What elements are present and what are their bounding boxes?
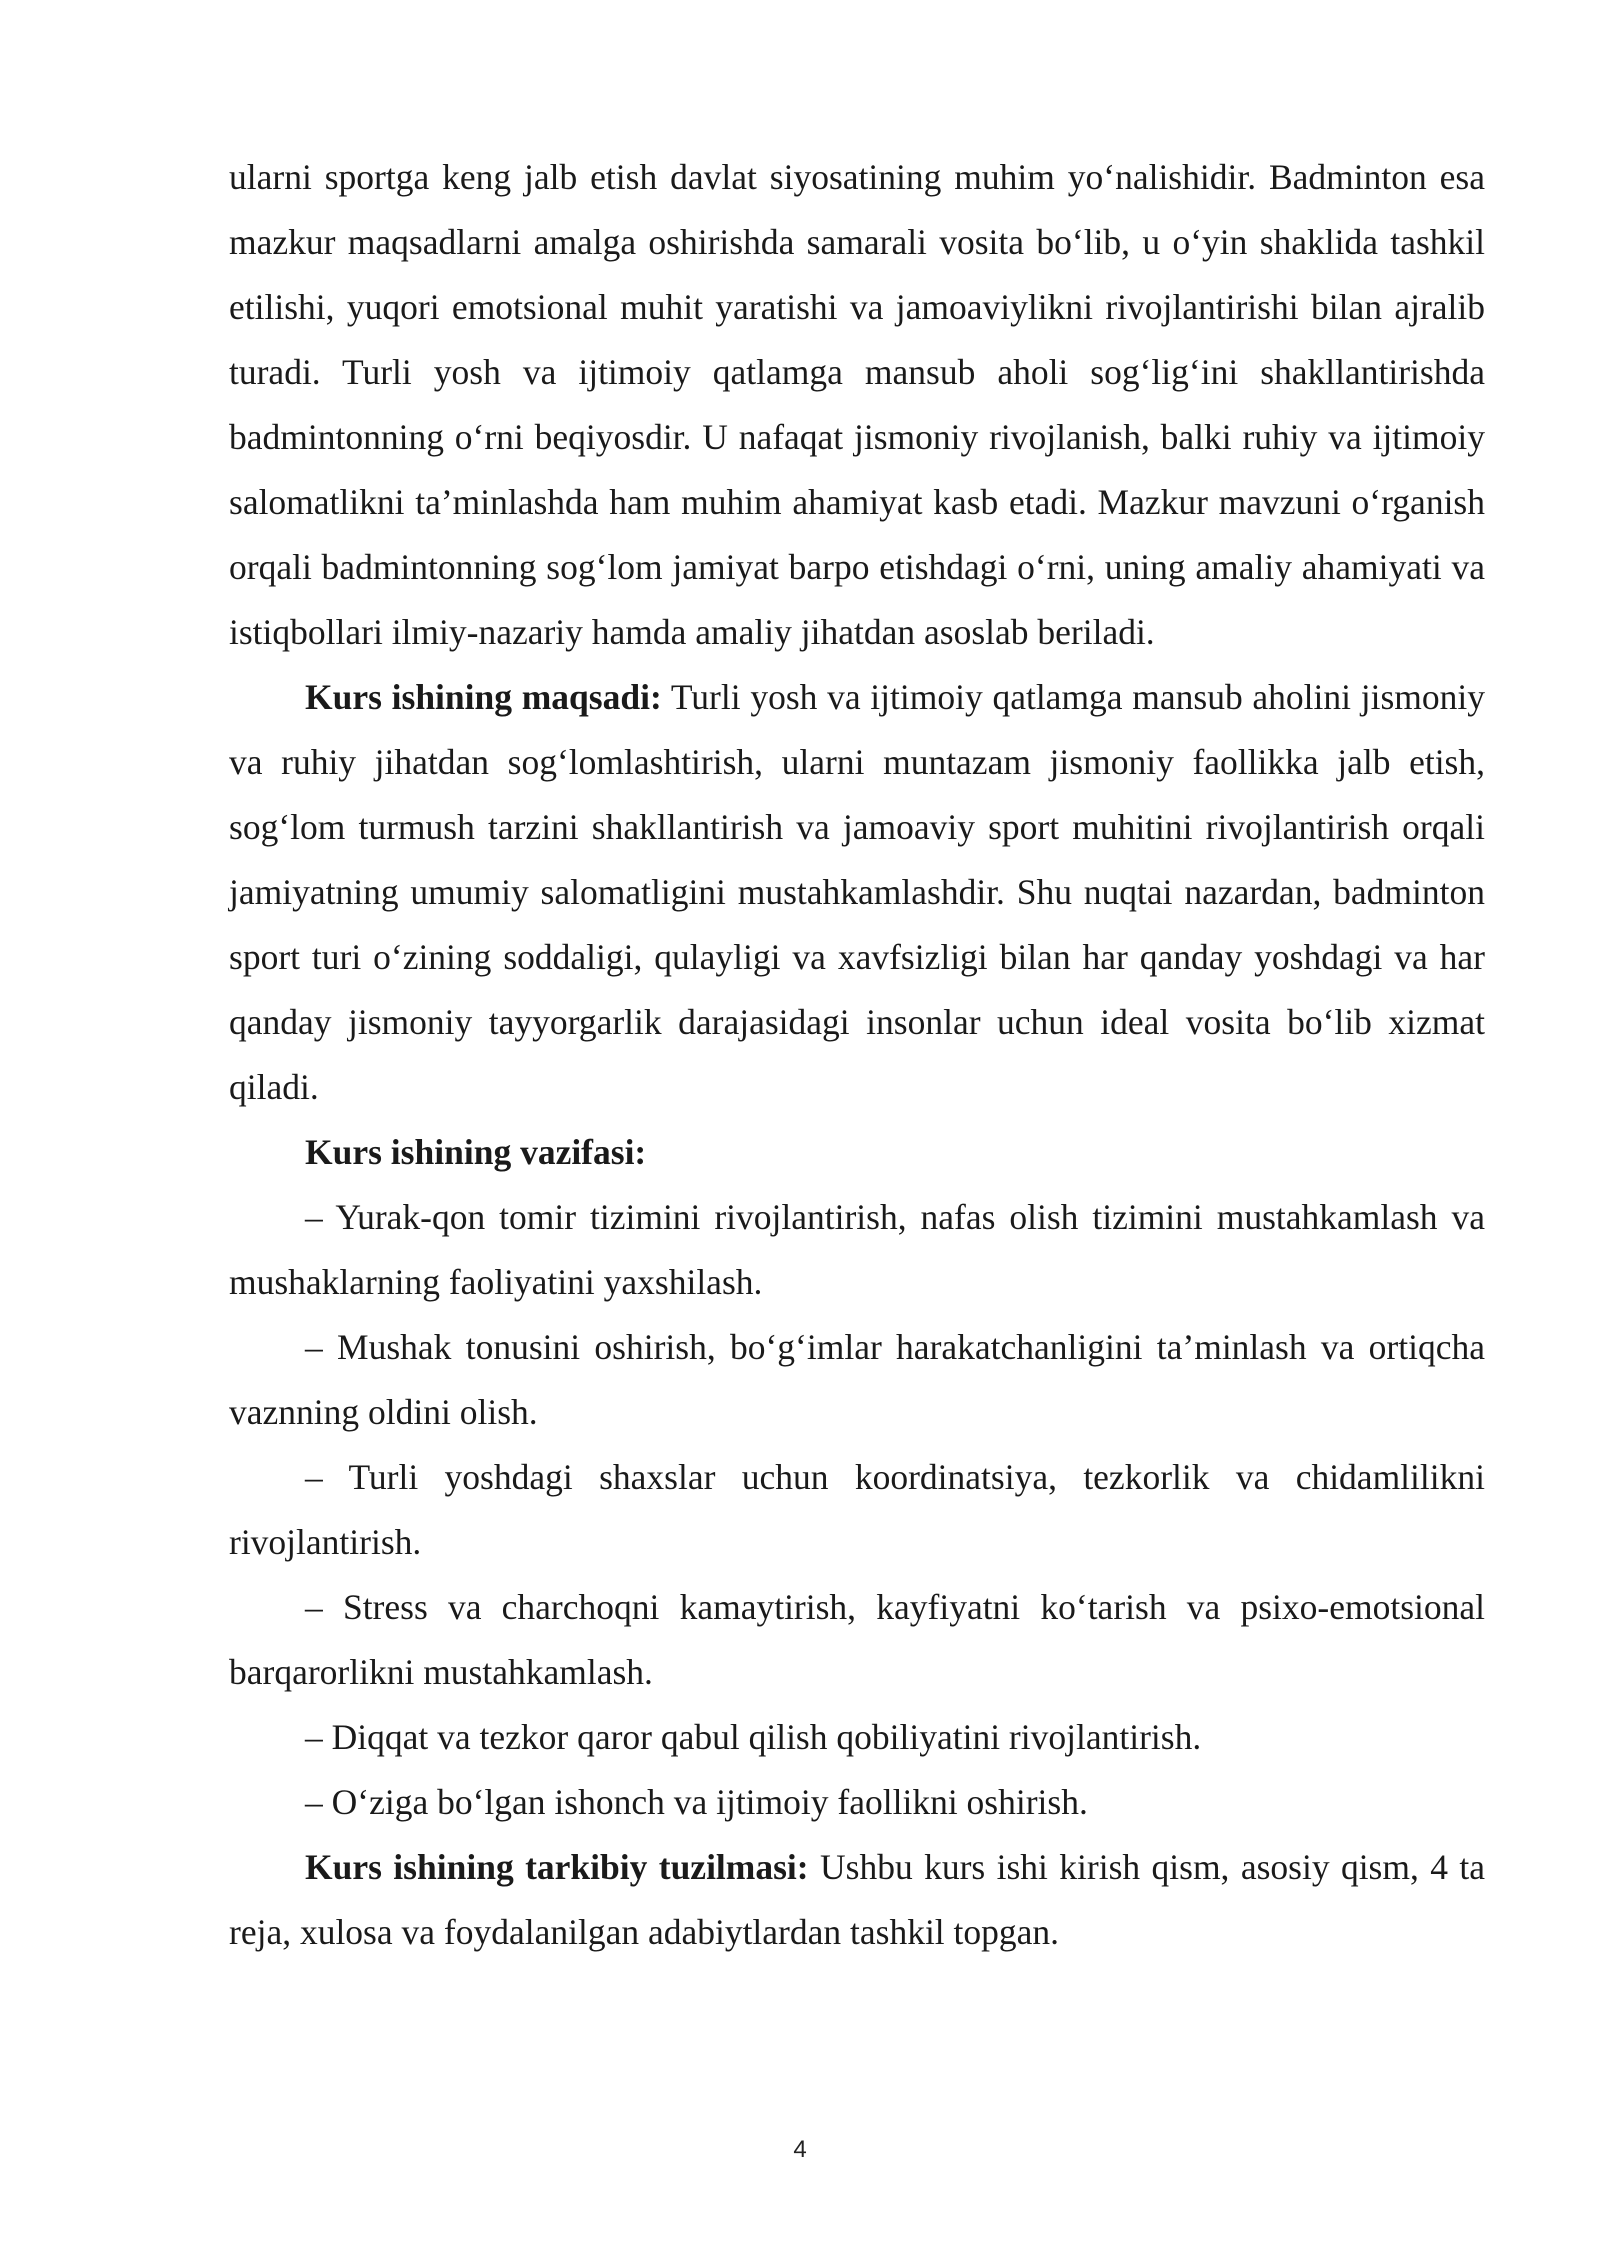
task-item: – Diqqat va tezkor qaror qabul qilish qobiliyatini rivojlantirish.	[305, 1717, 1202, 1757]
task-item: – Stress va charchoqni kamaytirish, kayfiyatni ko‘tarish va psixo-emotsional barqarorlikni mustahkamlash.	[229, 1587, 1485, 1692]
structure-heading: Kurs ishining tarkibiy tuzilmasi:	[305, 1847, 809, 1887]
task-item: – Yurak-qon tomir tizimini rivojlantirish, nafas olish tizimini mustahkamlash va mushaklarning faoliyatini yaxshilash.	[229, 1197, 1485, 1302]
goal-paragraph	[229, 665, 1485, 1120]
structure-paragraph	[229, 1835, 1485, 1965]
goal-heading: Kurs ishining maqsadi:	[305, 677, 662, 717]
structure-text: Ushbu kurs ishi kirish qism, asosiy qism, 4 ta reja, xulosa va foydalanilgan adabiytlardan tashkil topgan.	[229, 1847, 1485, 1952]
tasks-heading-paragraph	[229, 1120, 1485, 1185]
task-item: – Mushak tonusini oshirish, bo‘g‘imlar harakatchanligini ta’minlash va ortiqcha vaznning oldini olish.	[229, 1327, 1485, 1432]
document-page	[229, 145, 1485, 1965]
page-number: 4	[793, 2136, 807, 2163]
intro-paragraph: ularni sportga keng jalb etish davlat siyosatining muhim yo‘nalishidir. Badminton esa mazkur maqsadlarni amalga oshirishda samarali vosita bo‘lib, u o‘yin shaklida tashkil etilishi, yuqori emotsional muhit yaratishi va jamoaviylikni rivojlantirishi bilan ajralib turadi. Turli yosh va ijtimoiy qatlamga mansub aholi sog‘lig‘ini shakllantirishda badmintonning o‘rni beqiyosdir. U nafaqat jismoniy rivojlanish, balki ruhiy va ijtimoiy salomatlikni ta’minlashda ham muhim ahamiyat kasb etadi. Mazkur mavzuni o‘rganish orqali badmintonning sog‘lom jamiyat barpo etishdagi o‘rni, uning amaliy ahamiyati va istiqbollari ilmiy-nazariy hamda amaliy jihatdan asoslab beriladi.	[229, 157, 1485, 652]
goal-text: Turli yosh va ijtimoiy qatlamga mansub aholini jismoniy va ruhiy jihatdan sog‘lomlashtirish, ularni muntazam jismoniy faollikka jalb etish, sog‘lom turmush tarzini shakllantirish va jamoaviy sport muhitini rivojlantirish orqali jamiyatning umumiy salomatligini mustahkamlashdir. Shu nuqtai nazardan, badminton sport turi o‘zining soddaligi, qulayligi va xavfsizligi bilan har qanday yoshdagi va har qanday jismoniy tayyorgarlik darajasidagi insonlar uchun ideal vosita bo‘lib xizmat qiladi.	[229, 677, 1485, 1107]
task-item: – Turli yoshdagi shaxslar uchun koordinatsiya, tezkorlik va chidamlilikni rivojlantirish.	[229, 1457, 1485, 1562]
task-item: – O‘ziga bo‘lgan ishonch va ijtimoiy faollikni oshirish.	[305, 1782, 1088, 1822]
tasks-heading: Kurs ishining vazifasi:	[305, 1132, 647, 1172]
